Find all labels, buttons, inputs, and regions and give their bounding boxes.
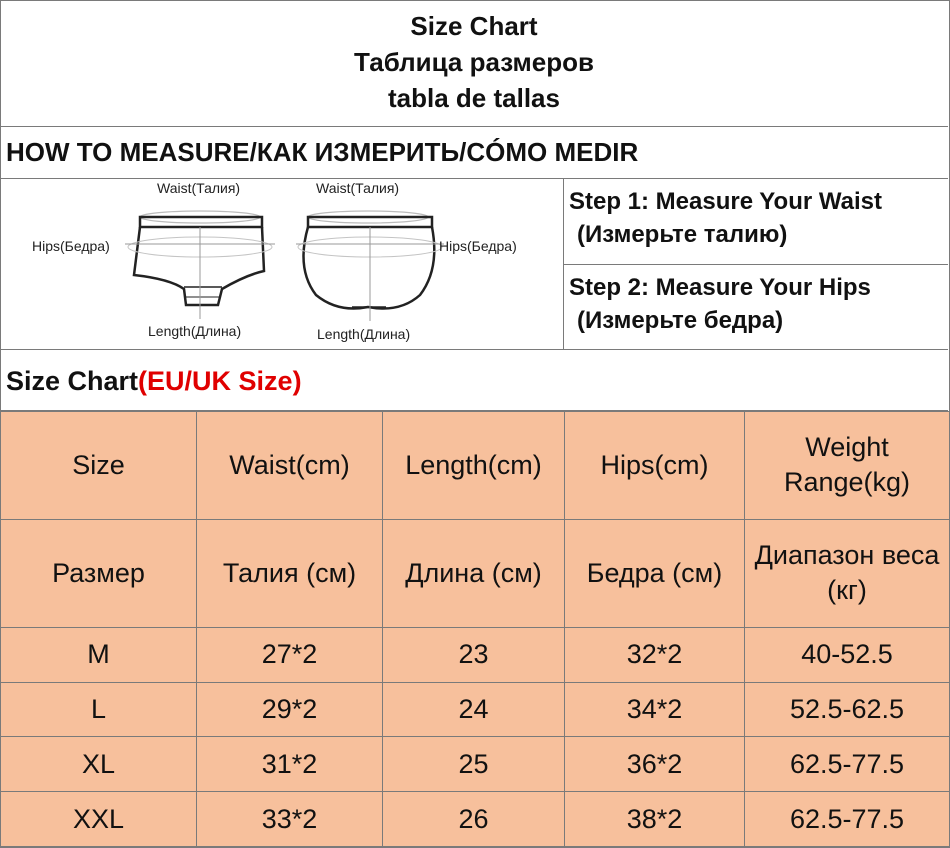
step-1 bbox=[564, 185, 948, 265]
waist-label-right: Waist(Талия) bbox=[316, 180, 400, 196]
cell-hips: 32*2 bbox=[565, 627, 745, 682]
table-row bbox=[1, 627, 950, 682]
header-length: Length(cm) bbox=[383, 412, 565, 520]
cell-size: L bbox=[1, 682, 197, 737]
table-header-row-ru bbox=[1, 519, 950, 627]
header-waist-ru: Талия (см) bbox=[197, 519, 383, 627]
table-row bbox=[1, 682, 950, 737]
size-chart-heading bbox=[0, 350, 948, 411]
measure-section bbox=[0, 179, 948, 350]
header-length-ru: Длина (см) bbox=[383, 519, 565, 627]
measure-steps bbox=[564, 179, 948, 349]
cell-hips: 38*2 bbox=[565, 792, 745, 847]
step-2 bbox=[564, 271, 948, 337]
header-waist: Waist(cm) bbox=[197, 412, 383, 520]
how-to-measure-heading bbox=[0, 127, 948, 179]
length-label-left: Length(Длина) bbox=[148, 323, 242, 339]
brief-front-illustration bbox=[134, 211, 264, 305]
cell-length: 26 bbox=[383, 792, 565, 847]
cell-size: M bbox=[1, 627, 197, 682]
table-header-row-en bbox=[1, 412, 950, 520]
cell-length: 23 bbox=[383, 627, 565, 682]
header-hips: Hips(cm) bbox=[565, 412, 745, 520]
step-1-en: Step 1: Measure Your Waist bbox=[569, 188, 882, 215]
table-row bbox=[1, 792, 950, 847]
header-weight-ru: Диапазон веса (кг) bbox=[745, 519, 950, 627]
size-table bbox=[0, 411, 950, 847]
title-ru: Таблица размеров bbox=[354, 47, 594, 77]
measure-diagram bbox=[0, 179, 564, 349]
cell-weight: 52.5-62.5 bbox=[745, 682, 950, 737]
size-chart-heading-text bbox=[6, 366, 302, 397]
waist-label-left: Waist(Талия) bbox=[157, 180, 241, 196]
cell-hips: 36*2 bbox=[565, 737, 745, 792]
cell-size: XXL bbox=[1, 792, 197, 847]
how-to-measure-text: HOW TO MEASURE/КАК ИЗМЕРИТЬ/CÓMO MEDIR bbox=[6, 137, 639, 167]
cell-weight: 62.5-77.5 bbox=[745, 792, 950, 847]
title-es: tabla de tallas bbox=[388, 83, 560, 113]
step-2-ru: (Измерьте бедра) bbox=[577, 307, 784, 334]
header-weight: Weight Range(kg) bbox=[745, 412, 950, 520]
header-size-ru: Размер bbox=[1, 519, 197, 627]
cell-size: XL bbox=[1, 737, 197, 792]
cell-hips: 34*2 bbox=[565, 682, 745, 737]
hips-label-left: Hips(Бедра) bbox=[32, 238, 110, 254]
size-chart-heading-suffix: (EU/UK Size) bbox=[138, 366, 302, 396]
step-1-ru: (Измерьте талию) bbox=[577, 221, 788, 248]
cell-waist: 33*2 bbox=[197, 792, 383, 847]
cell-weight: 40-52.5 bbox=[745, 627, 950, 682]
step-2-en: Step 2: Measure Your Hips bbox=[569, 274, 871, 301]
cell-weight: 62.5-77.5 bbox=[745, 737, 950, 792]
title-en: Size Chart bbox=[410, 11, 538, 41]
hips-label-right: Hips(Бедра) bbox=[439, 238, 517, 254]
brief-back-illustration bbox=[304, 211, 435, 309]
cell-waist: 31*2 bbox=[197, 737, 383, 792]
cell-length: 24 bbox=[383, 682, 565, 737]
cell-length: 25 bbox=[383, 737, 565, 792]
underwear-illustration bbox=[0, 179, 562, 349]
header-size: Size bbox=[1, 412, 197, 520]
title-block bbox=[0, 0, 948, 127]
length-label-right: Length(Длина) bbox=[317, 326, 411, 342]
cell-waist: 27*2 bbox=[197, 627, 383, 682]
cell-waist: 29*2 bbox=[197, 682, 383, 737]
table-row bbox=[1, 737, 950, 792]
size-chart-heading-prefix: Size Chart bbox=[6, 366, 139, 396]
header-hips-ru: Бедра (см) bbox=[565, 519, 745, 627]
